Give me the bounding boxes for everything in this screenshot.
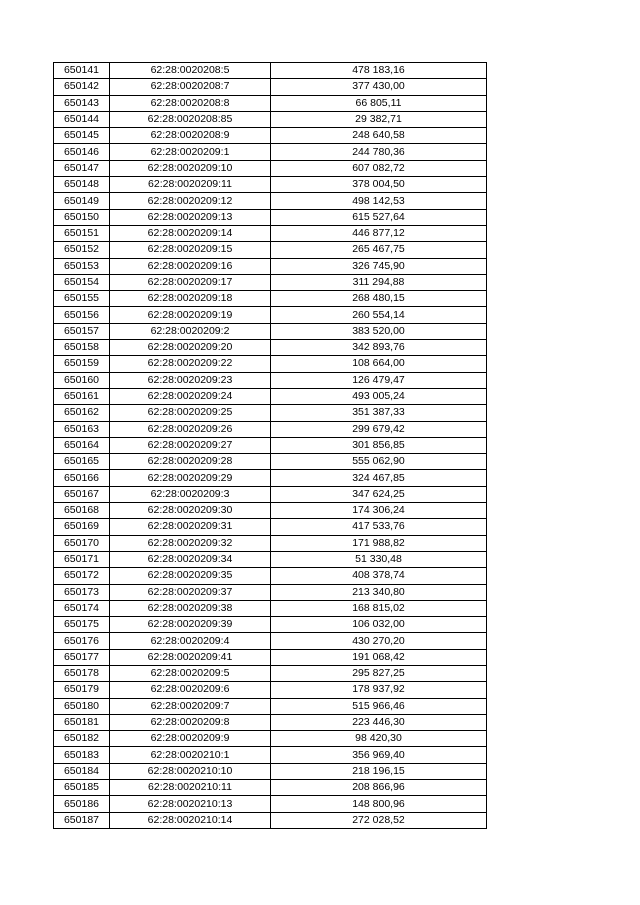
- row-id-cell: 650161: [54, 388, 110, 404]
- row-id-cell: 650148: [54, 177, 110, 193]
- row-id-cell: 650156: [54, 307, 110, 323]
- table-row: [54, 584, 487, 600]
- value-cell: 498 142,53: [271, 193, 487, 209]
- table-row: [54, 340, 487, 356]
- value-cell: 351 387,33: [271, 405, 487, 421]
- row-id-cell: 650163: [54, 421, 110, 437]
- cadastral-number-cell: 62:28:0020209:3: [110, 486, 271, 502]
- table-row: [54, 356, 487, 372]
- table-row: [54, 763, 487, 779]
- cadastral-number-cell: 62:28:0020209:22: [110, 356, 271, 372]
- row-id-cell: 650164: [54, 437, 110, 453]
- cadastral-number-cell: 62:28:0020209:39: [110, 617, 271, 633]
- row-id-cell: 650155: [54, 291, 110, 307]
- value-cell: 478 183,16: [271, 63, 487, 79]
- value-cell: 98 420,30: [271, 731, 487, 747]
- value-cell: 417 533,76: [271, 519, 487, 535]
- table-row: [54, 437, 487, 453]
- cadastral-number-cell: 62:28:0020209:10: [110, 160, 271, 176]
- table-row: [54, 372, 487, 388]
- row-id-cell: 650145: [54, 128, 110, 144]
- value-cell: 208 866,96: [271, 780, 487, 796]
- table-row: [54, 79, 487, 95]
- value-cell: 356 969,40: [271, 747, 487, 763]
- cadastral-number-cell: 62:28:0020209:38: [110, 600, 271, 616]
- cadastral-number-cell: 62:28:0020209:30: [110, 503, 271, 519]
- table-row: [54, 193, 487, 209]
- cadastral-number-cell: 62:28:0020208:5: [110, 63, 271, 79]
- table-row: [54, 665, 487, 681]
- value-cell: 51 330,48: [271, 551, 487, 567]
- table-row: [54, 225, 487, 241]
- table-row: [54, 519, 487, 535]
- table-row: [54, 258, 487, 274]
- cadastral-number-cell: 62:28:0020209:27: [110, 437, 271, 453]
- row-id-cell: 650179: [54, 682, 110, 698]
- table-row: [54, 160, 487, 176]
- table-row: [54, 209, 487, 225]
- cadastral-number-cell: 62:28:0020209:4: [110, 633, 271, 649]
- value-cell: 218 196,15: [271, 763, 487, 779]
- row-id-cell: 650149: [54, 193, 110, 209]
- cadastral-number-cell: 62:28:0020209:25: [110, 405, 271, 421]
- row-id-cell: 650169: [54, 519, 110, 535]
- row-id-cell: 650160: [54, 372, 110, 388]
- row-id-cell: 650187: [54, 812, 110, 828]
- row-id-cell: 650153: [54, 258, 110, 274]
- row-id-cell: 650165: [54, 454, 110, 470]
- value-cell: 244 780,36: [271, 144, 487, 160]
- value-cell: 295 827,25: [271, 665, 487, 681]
- row-id-cell: 650147: [54, 160, 110, 176]
- table-row: [54, 682, 487, 698]
- value-cell: 493 005,24: [271, 388, 487, 404]
- cadastral-number-cell: 62:28:0020209:41: [110, 649, 271, 665]
- cadastral-number-cell: 62:28:0020209:7: [110, 698, 271, 714]
- cadastral-number-cell: 62:28:0020209:12: [110, 193, 271, 209]
- row-id-cell: 650167: [54, 486, 110, 502]
- value-cell: 326 745,90: [271, 258, 487, 274]
- row-id-cell: 650174: [54, 600, 110, 616]
- cadastral-number-cell: 62:28:0020209:18: [110, 291, 271, 307]
- row-id-cell: 650175: [54, 617, 110, 633]
- cadastral-number-cell: 62:28:0020209:8: [110, 714, 271, 730]
- value-cell: 347 624,25: [271, 486, 487, 502]
- table-row: [54, 421, 487, 437]
- table-row: [54, 486, 487, 502]
- table-row: [54, 796, 487, 812]
- cadastral-number-cell: 62:28:0020209:16: [110, 258, 271, 274]
- row-id-cell: 650170: [54, 535, 110, 551]
- cadastral-number-cell: 62:28:0020209:23: [110, 372, 271, 388]
- value-cell: 555 062,90: [271, 454, 487, 470]
- table-row: [54, 731, 487, 747]
- cadastral-number-cell: 62:28:0020209:15: [110, 242, 271, 258]
- table-row: [54, 747, 487, 763]
- row-id-cell: 650181: [54, 714, 110, 730]
- row-id-cell: 650154: [54, 274, 110, 290]
- cadastral-number-cell: 62:28:0020210:14: [110, 812, 271, 828]
- table-row: [54, 242, 487, 258]
- table-row: [54, 63, 487, 79]
- cadastral-number-cell: 62:28:0020209:13: [110, 209, 271, 225]
- cadastral-number-cell: 62:28:0020209:37: [110, 584, 271, 600]
- table-row: [54, 812, 487, 828]
- table-row: [54, 633, 487, 649]
- value-cell: 615 527,64: [271, 209, 487, 225]
- data-table: [53, 62, 487, 829]
- row-id-cell: 650182: [54, 731, 110, 747]
- row-id-cell: 650151: [54, 225, 110, 241]
- value-cell: 66 805,11: [271, 95, 487, 111]
- cadastral-number-cell: 62:28:0020209:5: [110, 665, 271, 681]
- table-row: [54, 95, 487, 111]
- row-id-cell: 650143: [54, 95, 110, 111]
- value-cell: 265 467,75: [271, 242, 487, 258]
- table-row: [54, 111, 487, 127]
- table-row: [54, 405, 487, 421]
- value-cell: 324 467,85: [271, 470, 487, 486]
- cadastral-number-cell: 62:28:0020209:6: [110, 682, 271, 698]
- value-cell: 248 640,58: [271, 128, 487, 144]
- row-id-cell: 650171: [54, 551, 110, 567]
- row-id-cell: 650180: [54, 698, 110, 714]
- row-id-cell: 650177: [54, 649, 110, 665]
- row-id-cell: 650157: [54, 323, 110, 339]
- value-cell: 377 430,00: [271, 79, 487, 95]
- cadastral-number-cell: 62:28:0020209:34: [110, 551, 271, 567]
- value-cell: 272 028,52: [271, 812, 487, 828]
- value-cell: 171 988,82: [271, 535, 487, 551]
- table-row: [54, 714, 487, 730]
- table-body: [54, 63, 487, 829]
- table-row: [54, 600, 487, 616]
- table-row: [54, 698, 487, 714]
- cadastral-number-cell: 62:28:0020208:7: [110, 79, 271, 95]
- row-id-cell: 650168: [54, 503, 110, 519]
- table-row: [54, 177, 487, 193]
- value-cell: 191 068,42: [271, 649, 487, 665]
- cadastral-number-cell: 62:28:0020208:8: [110, 95, 271, 111]
- cadastral-number-cell: 62:28:0020209:35: [110, 568, 271, 584]
- cadastral-number-cell: 62:28:0020208:9: [110, 128, 271, 144]
- table-row: [54, 128, 487, 144]
- row-id-cell: 650173: [54, 584, 110, 600]
- value-cell: 268 480,15: [271, 291, 487, 307]
- table-row: [54, 388, 487, 404]
- value-cell: 430 270,20: [271, 633, 487, 649]
- value-cell: 106 032,00: [271, 617, 487, 633]
- value-cell: 260 554,14: [271, 307, 487, 323]
- row-id-cell: 650142: [54, 79, 110, 95]
- value-cell: 383 520,00: [271, 323, 487, 339]
- cadastral-number-cell: 62:28:0020209:29: [110, 470, 271, 486]
- value-cell: 213 340,80: [271, 584, 487, 600]
- row-id-cell: 650162: [54, 405, 110, 421]
- row-id-cell: 650166: [54, 470, 110, 486]
- cadastral-number-cell: 62:28:0020209:28: [110, 454, 271, 470]
- row-id-cell: 650184: [54, 763, 110, 779]
- cadastral-number-cell: 62:28:0020209:24: [110, 388, 271, 404]
- row-id-cell: 650158: [54, 340, 110, 356]
- value-cell: 342 893,76: [271, 340, 487, 356]
- table-row: [54, 568, 487, 584]
- cadastral-number-cell: 62:28:0020209:19: [110, 307, 271, 323]
- table-row: [54, 617, 487, 633]
- value-cell: 299 679,42: [271, 421, 487, 437]
- table-row: [54, 780, 487, 796]
- row-id-cell: 650152: [54, 242, 110, 258]
- value-cell: 174 306,24: [271, 503, 487, 519]
- cadastral-number-cell: 62:28:0020209:32: [110, 535, 271, 551]
- table-row: [54, 551, 487, 567]
- table-row: [54, 503, 487, 519]
- cadastral-number-cell: 62:28:0020210:1: [110, 747, 271, 763]
- row-id-cell: 650159: [54, 356, 110, 372]
- cadastral-number-cell: 62:28:0020209:20: [110, 340, 271, 356]
- row-id-cell: 650183: [54, 747, 110, 763]
- value-cell: 29 382,71: [271, 111, 487, 127]
- row-id-cell: 650185: [54, 780, 110, 796]
- row-id-cell: 650186: [54, 796, 110, 812]
- cadastral-number-cell: 62:28:0020208:85: [110, 111, 271, 127]
- row-id-cell: 650144: [54, 111, 110, 127]
- row-id-cell: 650141: [54, 63, 110, 79]
- value-cell: 148 800,96: [271, 796, 487, 812]
- row-id-cell: 650172: [54, 568, 110, 584]
- cadastral-number-cell: 62:28:0020210:10: [110, 763, 271, 779]
- cadastral-number-cell: 62:28:0020209:26: [110, 421, 271, 437]
- table-row: [54, 323, 487, 339]
- value-cell: 607 082,72: [271, 160, 487, 176]
- value-cell: 515 966,46: [271, 698, 487, 714]
- table-row: [54, 649, 487, 665]
- table-row: [54, 291, 487, 307]
- row-id-cell: 650176: [54, 633, 110, 649]
- value-cell: 408 378,74: [271, 568, 487, 584]
- table-row: [54, 274, 487, 290]
- value-cell: 168 815,02: [271, 600, 487, 616]
- cadastral-number-cell: 62:28:0020209:31: [110, 519, 271, 535]
- row-id-cell: 650146: [54, 144, 110, 160]
- cadastral-number-cell: 62:28:0020209:9: [110, 731, 271, 747]
- cadastral-number-cell: 62:28:0020209:11: [110, 177, 271, 193]
- table-row: [54, 307, 487, 323]
- row-id-cell: 650178: [54, 665, 110, 681]
- cadastral-number-cell: 62:28:0020209:2: [110, 323, 271, 339]
- cadastral-number-cell: 62:28:0020209:17: [110, 274, 271, 290]
- value-cell: 108 664,00: [271, 356, 487, 372]
- cadastral-number-cell: 62:28:0020210:11: [110, 780, 271, 796]
- value-cell: 301 856,85: [271, 437, 487, 453]
- table-row: [54, 454, 487, 470]
- value-cell: 446 877,12: [271, 225, 487, 241]
- value-cell: 178 937,92: [271, 682, 487, 698]
- value-cell: 223 446,30: [271, 714, 487, 730]
- value-cell: 378 004,50: [271, 177, 487, 193]
- table-row: [54, 144, 487, 160]
- value-cell: 311 294,88: [271, 274, 487, 290]
- cadastral-number-cell: 62:28:0020209:14: [110, 225, 271, 241]
- cadastral-number-cell: 62:28:0020209:1: [110, 144, 271, 160]
- cadastral-number-cell: 62:28:0020210:13: [110, 796, 271, 812]
- table-row: [54, 470, 487, 486]
- value-cell: 126 479,47: [271, 372, 487, 388]
- row-id-cell: 650150: [54, 209, 110, 225]
- table-row: [54, 535, 487, 551]
